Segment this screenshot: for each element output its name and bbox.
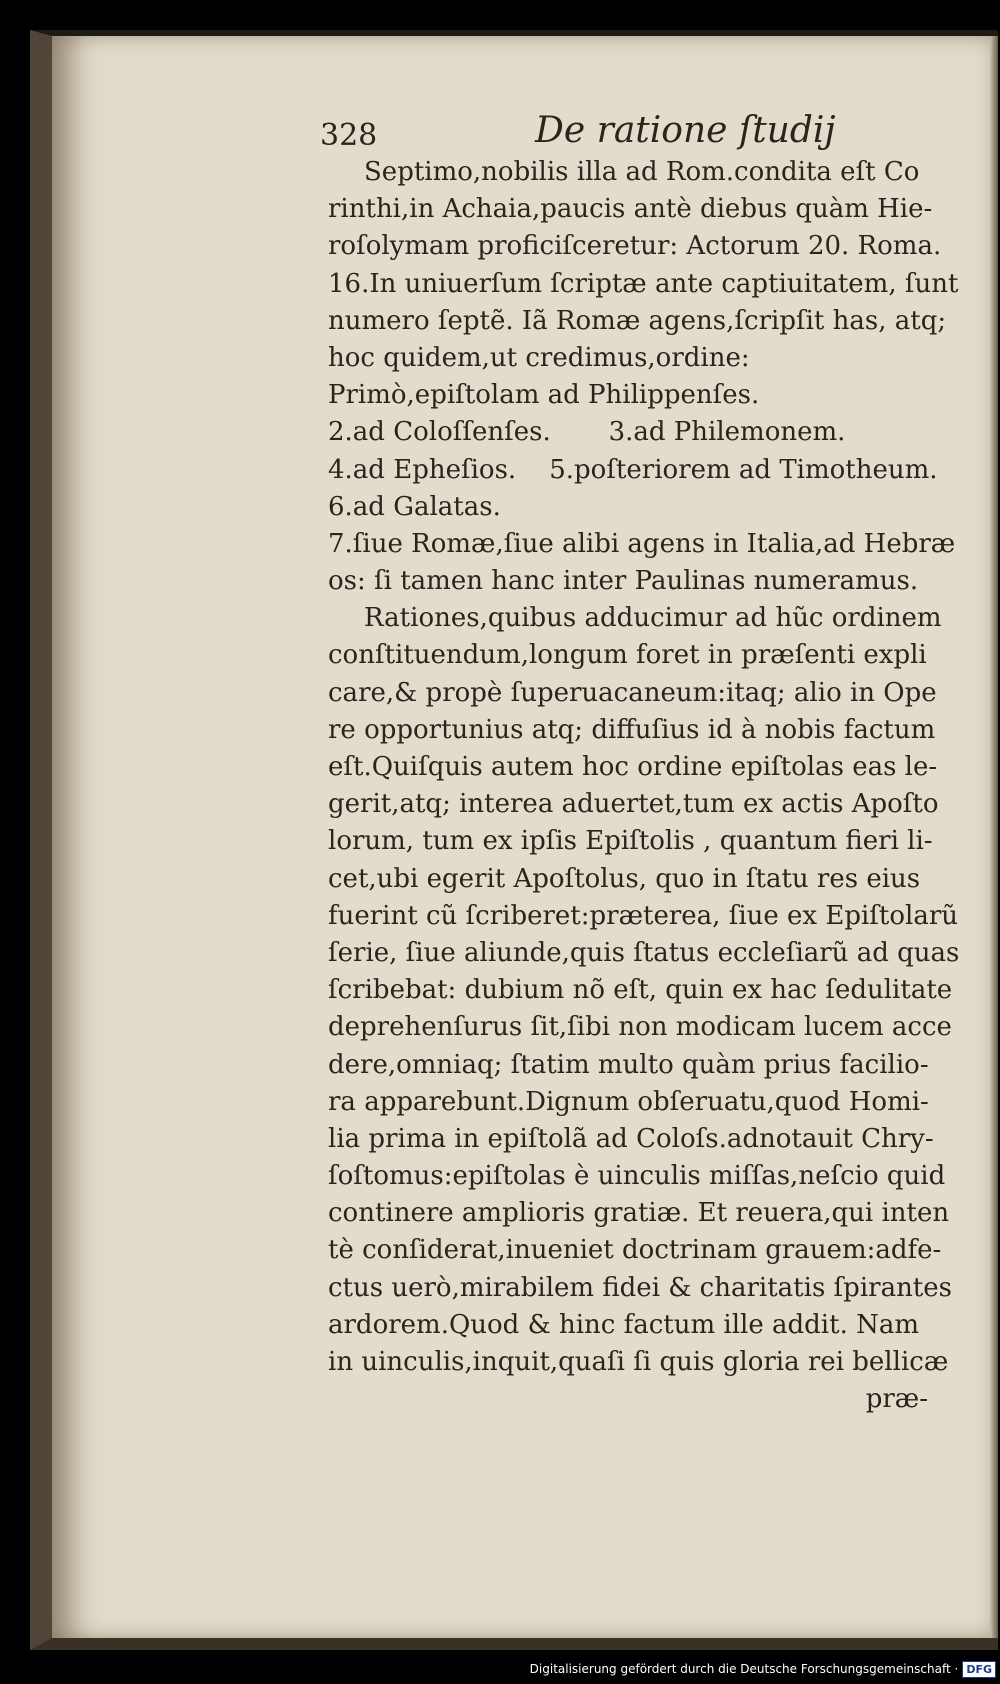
text-line: ardorem.Quod & hinc factum ille addit. Nam (328, 1309, 920, 1340)
text-line: conſtituendum,longum foret in præſenti expli (328, 640, 927, 671)
credit-text: Digitalisierung gefördert durch die Deutsche Forschungsgemeinschaft · (529, 1662, 959, 1676)
text-line: ſerie, ſiue aliunde,quis ſtatus eccleſiarũ ad quas (328, 937, 960, 968)
text-line: roſolymam proficiſceretur: Actorum 20. Roma. (328, 231, 942, 262)
text-line: Septimo,nobilis illa ad Rom.condita eſt Co (364, 157, 920, 187)
text-line: re opportunius atq; diffuſius id à nobis factum (328, 714, 936, 745)
text-line: lia prima in epiſtolã ad Coloſs.adnotauit Chry- (328, 1123, 934, 1154)
text-line: deprehenſurus ſit,ſibi non modicam lucem acce (328, 1012, 952, 1043)
text-line: Primò,epiſtolam ad Philippenſes. (328, 380, 760, 411)
text-line: care,& propè ſuperuacaneum:itaq; alio in Ope (328, 677, 937, 708)
text-line: ra apparebunt.Dignum obſeruatu,quod Homi- (328, 1086, 929, 1117)
text-line: lorum, tum ex ipſis Epiſtolis , quantum fieri li- (328, 826, 933, 857)
text-line: os: ſi tamen hanc inter Paulinas numeramus. (328, 566, 919, 597)
dfg-logo-icon: DFG (962, 1661, 996, 1678)
text-block (328, 154, 958, 1418)
text-line: tè conſiderat,inueniet doctrinam grauem:adfe- (328, 1235, 942, 1266)
text-line: 16.In uniuerſum ſcriptæ ante captiuitatem, ſunt (328, 268, 959, 299)
page-number: 328 (320, 118, 378, 153)
text-line: in uinculis,inquit,quaſi ſi quis gloria rei bellicæ (328, 1347, 949, 1377)
text-line: continere amplioris gratiæ. Et reuera,qui inten (328, 1198, 950, 1229)
text-line: 7.ſiue Romæ,ſiue alibi agens in Italia,ad Hebræ (328, 528, 956, 559)
catchword: præ- (865, 1384, 928, 1415)
text-line: ctus uerò,mirabilem fidei & charitatis ſpirantes (328, 1272, 952, 1303)
text-line: 2.ad Coloſſenſes. 3.ad Philemonem. (328, 417, 846, 448)
digitization-credit (530, 1658, 996, 1680)
text-line: cet,ubi egerit Apoſtolus, quo in ſtatu res eius (328, 863, 921, 894)
text-line: numero ſeptẽ. Iã Romæ agens,ſcripſit has, atq; (328, 305, 947, 336)
text-line: Rationes,quibus adducimur ad hũc ordinem (364, 603, 942, 634)
text-line: dere,omniaq; ſtatim multo quàm prius facilio- (328, 1049, 929, 1080)
text-line: rinthi,in Achaia,paucis antè diebus quàm Hie- (328, 194, 933, 225)
text-line: 4.ad Epheſios. 5.poſteriorem ad Timotheum. (328, 454, 938, 485)
text-line: ſcribebat: dubium nõ eſt, quin ex hac ſedulitate (328, 975, 953, 1006)
text-line: fuerint cũ ſcriberet:præterea, ſiue ex Epiſtolarũ (328, 900, 959, 931)
text-line: eſt.Quiſquis autem hoc ordine epiſtolas eas le- (328, 752, 938, 782)
text-line: ſoſtomus:epiſtolas è uinculis miſſas,neſcio quid (328, 1161, 946, 1192)
text-line: gerit,atq; interea aduertet,tum ex actis Apoſto (328, 789, 939, 820)
text-line: 6.ad Galatas. (328, 491, 501, 522)
text-line: hoc quidem,ut credimus,ordine: (328, 342, 750, 373)
running-title: De ratione ſtudij (535, 110, 836, 151)
page-header (295, 110, 945, 160)
